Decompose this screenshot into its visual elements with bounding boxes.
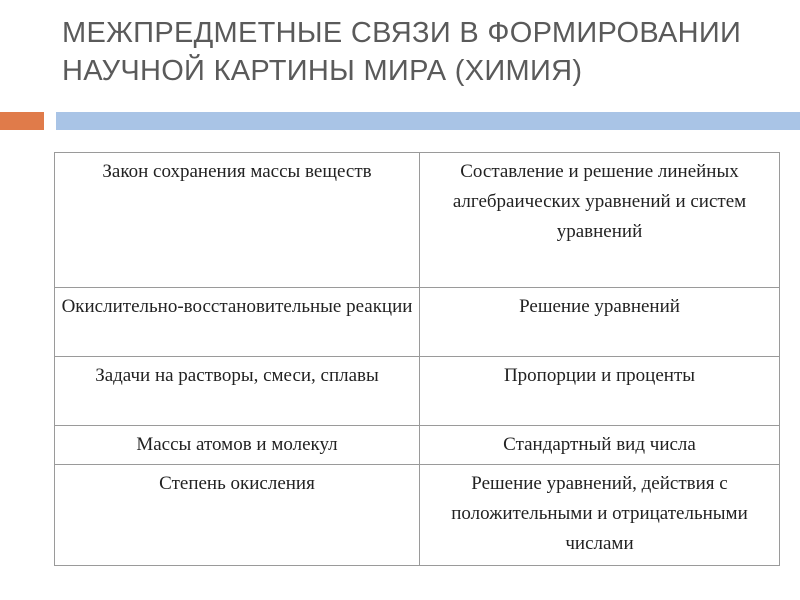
math-topic-cell: Пропорции и проценты [420, 357, 780, 426]
table-row [55, 357, 780, 426]
math-topic-cell: Составление и решение линейных алгебраических уравнений и систем уравнений [420, 153, 780, 288]
chemistry-topic-cell: Степень окисления [55, 465, 420, 566]
table-row [55, 426, 780, 465]
table-row [55, 465, 780, 566]
accent-bar-blue [56, 112, 800, 130]
table-row [55, 153, 780, 288]
chemistry-topic-cell: Задачи на растворы, смеси, сплавы [55, 357, 420, 426]
chemistry-topic-cell: Массы атомов и молекул [55, 426, 420, 465]
math-topic-cell: Решение уравнений, действия с положительными и отрицательными числами [420, 465, 780, 566]
math-topic-cell: Стандартный вид числа [420, 426, 780, 465]
chemistry-topic-cell: Закон сохранения массы веществ [55, 153, 420, 288]
math-topic-cell: Решение уравнений [420, 288, 780, 357]
interdisciplinary-links-table [54, 152, 780, 566]
chemistry-topic-cell: Окислительно-восстановительные реакции [55, 288, 420, 357]
table-row [55, 288, 780, 357]
accent-bar-orange [0, 112, 44, 130]
slide-title: МЕЖПРЕДМЕТНЫЕ СВЯЗИ В ФОРМИРОВАНИИ НАУЧНОЙ КАРТИНЫ МИРА (ХИМИЯ) [62, 17, 742, 87]
